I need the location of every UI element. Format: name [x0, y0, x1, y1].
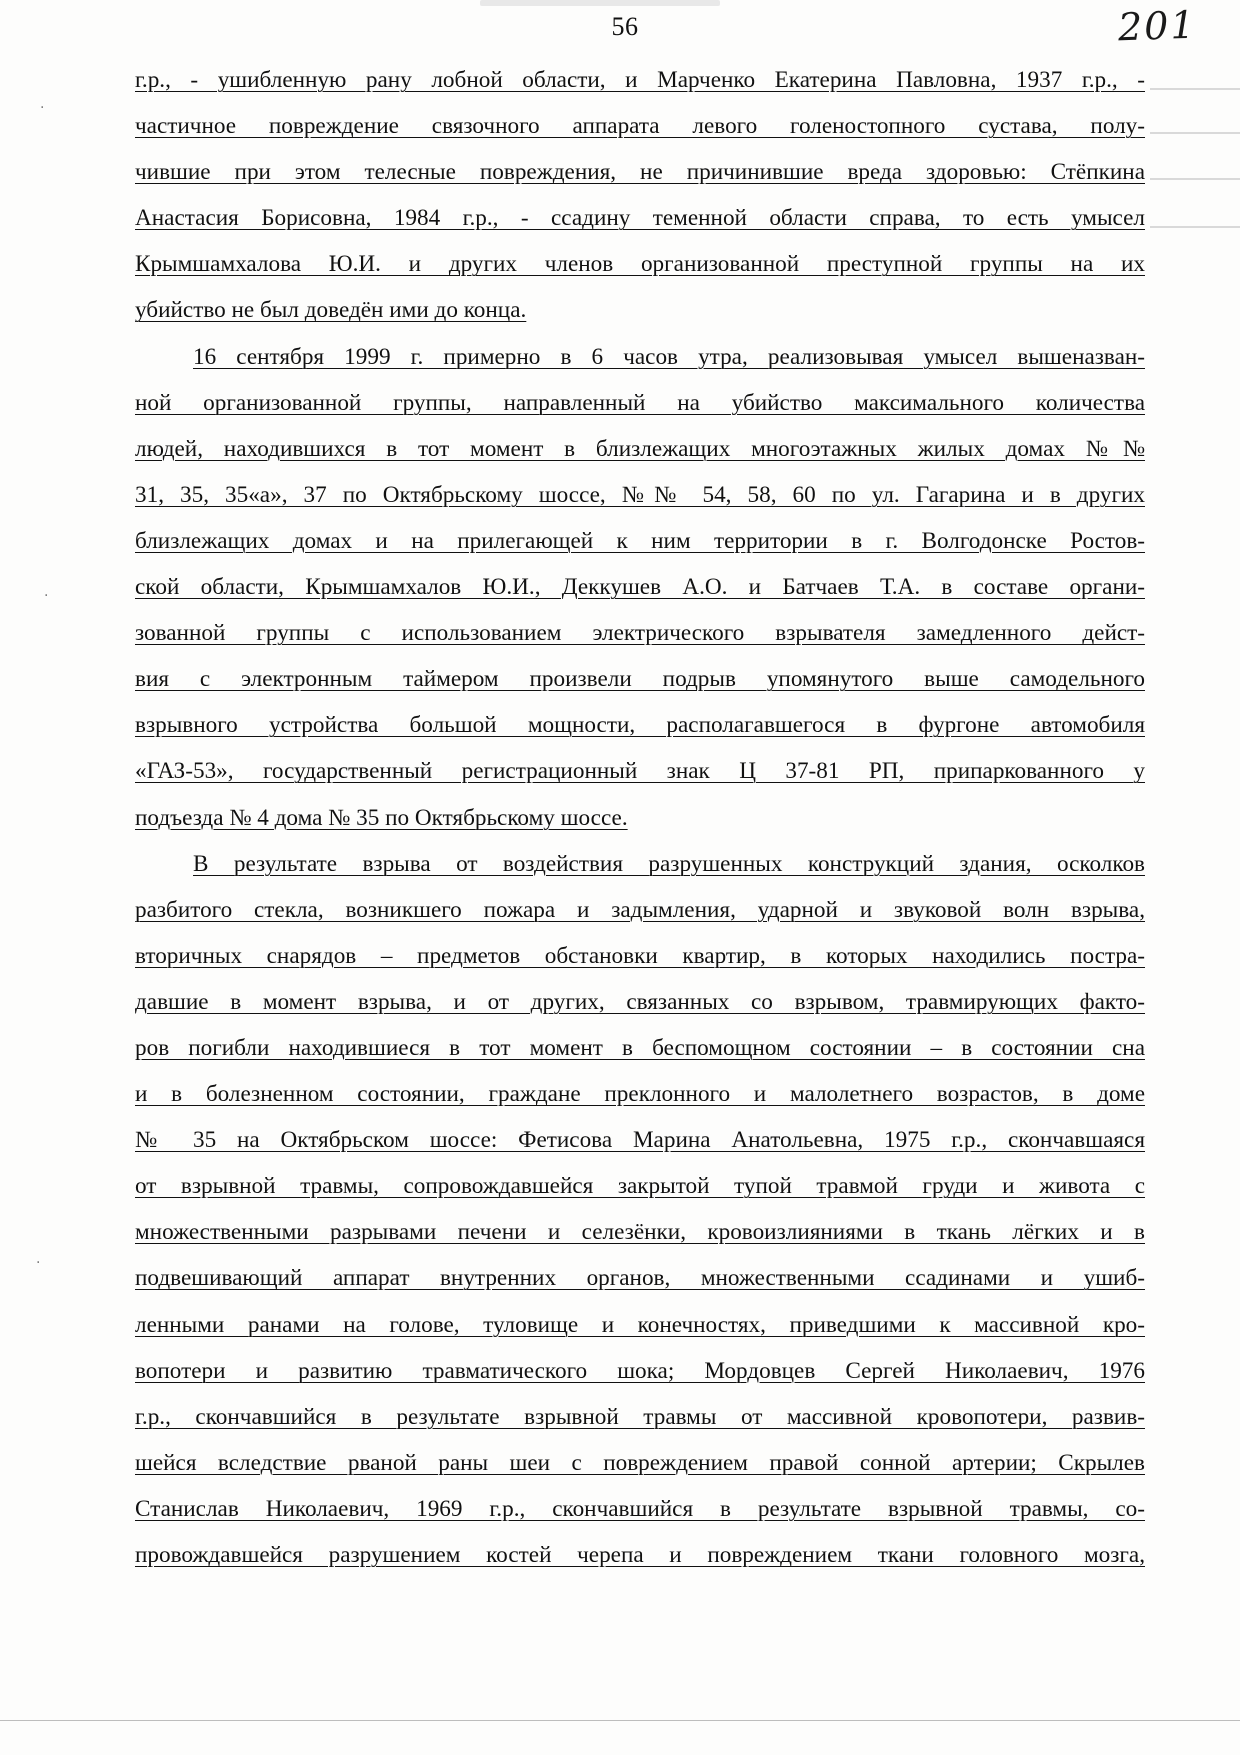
paragraph-start-line: 16 сентября 1999 г. примерно в 6 часов утра, реализовывая умысел вышеназван- — [193, 343, 1145, 370]
text-line: зованной группы с использованием электрического взрывателя замедленного дейст- — [135, 620, 1145, 647]
text-line: и в болезненном состоянии, граждане преклонного и малолетнего возрастов, в доме — [135, 1081, 1145, 1108]
text-line: ров погибли находившиеся в тот момент в беспомощном состоянии – в состоянии сна — [135, 1034, 1145, 1061]
text-line: провождавшейся разрушением костей черепа и повреждением ткани головного мозга, — [135, 1542, 1145, 1568]
text-line: вопотери и развитию травматического шока; Мордовцев Сергей Николаевич, 1976 — [135, 1357, 1145, 1384]
reverse-side-bleed — [1150, 178, 1240, 180]
text-line: близлежащих домах и на прилегающей к ним территории в г. Волгодонске Ростов- — [135, 527, 1145, 554]
text-line: взрывного устройства большой мощности, располагавшегося в фургоне автомобиля — [135, 712, 1145, 739]
text-line: шейся вследствие рваной раны шеи с повреждением правой сонной артерии; Скрылев — [135, 1449, 1145, 1476]
text-line: Станислав Николаевич, 1969 г.р., скончавшийся в результате взрывной травмы, со- — [135, 1495, 1145, 1522]
text-line: 31, 35, 35«а», 37 по Октябрьскому шоссе, №№ 54, 58, 60 по ул. Гагарина и в других — [135, 481, 1145, 508]
reverse-side-bleed — [1150, 226, 1240, 228]
page-number: 56 — [611, 12, 639, 41]
reverse-side-bleed — [1150, 88, 1240, 90]
text-line: ленными ранами на голове, туловище и конечностях, приведшими к массивной кро- — [135, 1311, 1145, 1338]
text-line: чившие при этом телесные повреждения, не причинившие вреда здоровью: Стёпкина — [135, 159, 1145, 186]
text-line: людей, находившихся в тот момент в близлежащих многоэтажных жилых домах №№ — [135, 435, 1145, 462]
text-line: частичное повреждение связочного аппарата левого голеностопного сустава, полу- — [135, 113, 1145, 140]
text-line: от взрывной травмы, сопровождавшейся закрытой тупой травмой груди и живота с — [135, 1173, 1145, 1200]
text-line: подвешивающий аппарат внутренних органов, множественными ссадинами и ушиб- — [135, 1265, 1145, 1292]
reverse-side-bleed — [1150, 132, 1240, 134]
text-line: убийство не был доведён ими до конца. — [135, 297, 527, 324]
text-line: «ГАЗ-53», государственный регистрационный знак Ц 37-81 РП, припаркованного у — [135, 758, 1145, 785]
text-line: г.р., скончавшийся в результате взрывной травмы от массивной кровопотери, развив- — [135, 1403, 1145, 1430]
text-line: давшие в момент взрыва, и от других, связанных со взрывом, травмирующих факто- — [135, 988, 1145, 1015]
text-line: Анастасия Борисовна, 1984 г.р., - ссадину теменной области справа, то есть умысел — [135, 205, 1145, 232]
scan-edge-line — [0, 1720, 1240, 1721]
scan-speck: · — [36, 1255, 41, 1271]
text-line: подъезда № 4 дома № 35 по Октябрьскому шоссе. — [135, 804, 628, 831]
text-line: разбитого стекла, возникшего пожара и задымления, ударной и звуковой волн взрыва, — [135, 896, 1145, 923]
text-line: ской области, Крымшамхалов Ю.И., Деккушев А.О. и Батчаев Т.А. в составе органи- — [135, 574, 1145, 601]
text-line: № 35 на Октябрьском шоссе: Фетисова Марина Анатольевна, 1975 г.р., скончавшаяся — [135, 1127, 1145, 1154]
text-line: вия с электронным таймером произвели подрыв упомянутого выше самодельного — [135, 666, 1145, 693]
scan-speck: · — [44, 588, 49, 604]
handwritten-sheet-number: 201 — [1117, 2, 1198, 50]
text-line: г.р., - ушибленную рану лобной области, и Марченко Екатерина Павловна, 1937 г.р., - — [135, 67, 1145, 93]
document-body — [135, 57, 1145, 1578]
paragraph-start-line: В результате взрыва от воздействия разрушенных конструкций здания, осколков — [193, 850, 1145, 877]
reverse-side-bleed — [480, 0, 720, 6]
text-line: множественными разрывами печени и селезёнки, кровоизлияниями в ткань лёгких и в — [135, 1219, 1145, 1246]
text-line: Крымшамхалова Ю.И. и других членов организованной преступной группы на их — [135, 251, 1145, 278]
text-line: ной организованной группы, направленный на убийство максимального количества — [135, 389, 1145, 416]
scan-speck: · — [40, 100, 45, 116]
text-line: вторичных снарядов – предметов обстановки квартир, в которых находились постра- — [135, 942, 1145, 969]
